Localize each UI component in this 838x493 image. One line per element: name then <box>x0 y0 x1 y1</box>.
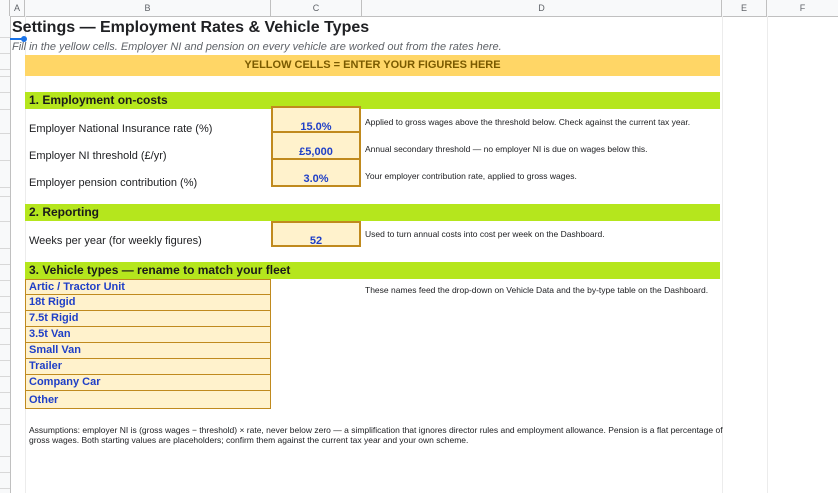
ni-rate-input[interactable]: 15.0% <box>271 106 361 133</box>
page-title: Settings — Employment Rates & Vehicle Types <box>12 19 370 36</box>
ni-threshold-input[interactable]: £5,000 <box>271 133 361 160</box>
ni-threshold-label: Employer NI threshold (£/yr) <box>29 150 167 162</box>
pension-rate-note: Your employer contribution rate, applied to gross wages. <box>365 171 577 181</box>
column-header-b[interactable]: B <box>25 0 271 16</box>
section-employment-heading: 1. Employment on-costs <box>25 92 720 109</box>
vehicle-type-cell[interactable]: Company Car <box>25 375 271 391</box>
vehicle-type-cell[interactable]: Trailer <box>25 359 271 375</box>
vehicle-type-cell[interactable]: 7.5t Rigid <box>25 311 271 327</box>
ni-rate-note: Applied to gross wages above the threshold below. Check against the current tax year. <box>365 117 691 127</box>
column-header-e[interactable]: E <box>722 0 767 16</box>
section-vehicle-types-heading: 3. Vehicle types — rename to match your fleet <box>25 262 720 279</box>
vehicle-type-cell[interactable]: 3.5t Van <box>25 327 271 343</box>
vehicle-types-note: These names feed the drop-down on Vehicle Data and the by-type table on the Dashboard. <box>365 285 709 295</box>
column-header-a[interactable]: A <box>10 0 25 16</box>
row-header-bar <box>0 16 11 493</box>
pension-rate-input[interactable]: 3.0% <box>271 160 361 187</box>
vehicle-type-cell[interactable]: Other <box>25 391 271 409</box>
vehicle-type-cell[interactable]: 18t Rigid <box>25 295 271 311</box>
column-header-bar <box>0 0 838 17</box>
vehicle-type-cell[interactable]: Artic / Tractor Unit <box>25 279 271 295</box>
weeks-per-year-note: Used to turn annual costs into cost per week on the Dashboard. <box>365 229 605 239</box>
gridline <box>722 16 723 493</box>
assumptions-note: Assumptions: employer NI is (gross wages − threshold) × rate, never below zero — a simplification that ignores director rules and employment allowance. Pension is a flat percentage of gross wages. Both starting values are placeholders; confirm them against the current tax year and your own scheme. <box>29 425 723 445</box>
select-all-corner[interactable] <box>0 0 10 16</box>
instruction-banner: YELLOW CELLS = ENTER YOUR FIGURES HERE <box>25 55 720 76</box>
column-header-d[interactable]: D <box>362 0 722 16</box>
weeks-per-year-label: Weeks per year (for weekly figures) <box>29 235 202 247</box>
gridline <box>25 16 26 493</box>
ni-rate-label: Employer National Insurance rate (%) <box>29 123 213 135</box>
vehicle-type-list <box>25 279 271 409</box>
column-header-f[interactable]: F <box>799 3 806 13</box>
page-subtitle: Fill in the yellow cells. Employer NI and pension on every vehicle are worked out from the rates here. <box>12 41 502 53</box>
gridline <box>767 16 768 493</box>
section-reporting-heading: 2. Reporting <box>25 204 720 221</box>
pension-rate-label: Employer pension contribution (%) <box>29 177 198 189</box>
vehicle-type-cell[interactable]: Small Van <box>25 343 271 359</box>
ni-threshold-note: Annual secondary threshold — no employer NI is due on wages below this. <box>365 144 648 154</box>
column-header-c[interactable]: C <box>271 0 362 16</box>
weeks-per-year-input[interactable]: 52 <box>271 221 361 247</box>
